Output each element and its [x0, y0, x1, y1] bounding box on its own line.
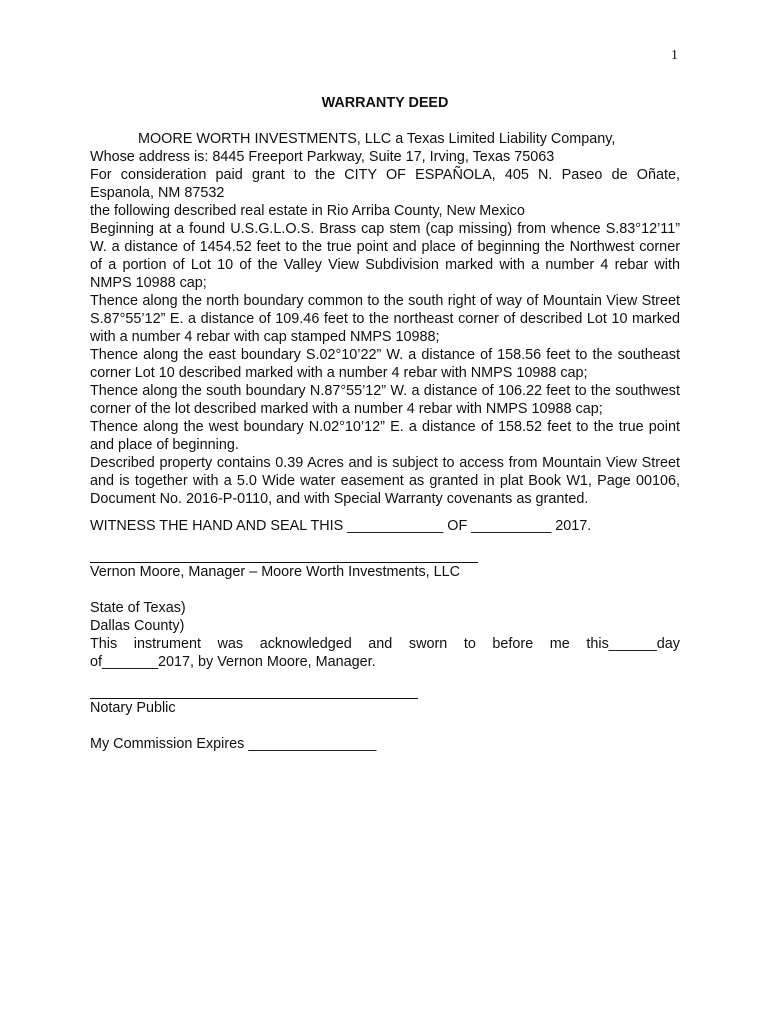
document-title: WARRANTY DEED [321, 95, 449, 111]
south-boundary-paragraph: Thence along the south boundary N.87°55’12” W. a distance of 106.22 feet to the southwest corner of the lot described marked with a number 4 rebar with NMPS 10988 cap; [90, 383, 680, 417]
notary-public-label: Notary Public [90, 700, 176, 716]
consideration-paragraph: For consideration paid grant to the CITY OF ESPAÑOLA, 405 N. Paseo de Oñate, Espanola, NM 87532 [90, 167, 680, 201]
document-body [90, 94, 680, 753]
acknowledgment-line-1: This instrument was acknowledged and sworn to before me this______day [90, 636, 680, 652]
witness-line: WITNESS THE HAND AND SEAL THIS ____________ OF __________ 2017. [90, 518, 592, 534]
east-boundary-paragraph: Thence along the east boundary S.02°10’22” W. a distance of 158.56 feet to the southeast corner Lot 10 described marked with a number 4 rebar with NMPS 10988 cap; [90, 347, 680, 381]
notary-county: Dallas County) [90, 618, 185, 634]
beginning-paragraph: Beginning at a found U.S.G.L.O.S. Brass cap stem (cap missing) from whence S.83°12’11” W. a distance of 1454.52 feet to the true point and place of beginning the Northwest corner of a portion of Lot 10 of the Valley View Subdivision marked with a number 4 rebar with NMPS 10988 cap; [90, 221, 680, 291]
west-boundary-paragraph: Thence along the west boundary N.02°10’12” E. a distance of 158.52 feet to the true point and place of beginning. [90, 419, 680, 453]
notary-state: State of Texas) [90, 600, 186, 616]
signatory-name: Vernon Moore, Manager – Moore Worth Investments, LLC [90, 564, 461, 580]
notary-signature-line [90, 680, 418, 699]
page-number: 1 [671, 48, 678, 63]
grantor-line: MOORE WORTH INVESTMENTS, LLC a Texas Limited Liability Company, [138, 131, 616, 147]
commission-expires: My Commission Expires ________________ [90, 736, 377, 752]
address-line: Whose address is: 8445 Freeport Parkway, Suite 17, Irving, Texas 75063 [90, 149, 555, 165]
acknowledgment-line-2: of_______2017, by Vernon Moore, Manager. [90, 654, 376, 670]
signature-line [90, 544, 478, 563]
property-contains-paragraph: Described property contains 0.39 Acres and is subject to access from Mountain View Street and is together with a 5.0 Wide water easement as granted in plat Book W1, Page 00106, Document No. 2016-P-0110, and with Special Warranty covenants as granted. [90, 455, 680, 507]
north-boundary-paragraph: Thence along the north boundary common to the south right of way of Mountain View Street S.87°55’12” E. a distance of 109.46 feet to the northeast corner of described Lot 10 marked with a number 4 rebar with cap stamped NMPS 10988; [90, 293, 680, 345]
description-intro: the following described real estate in Rio Arriba County, New Mexico [90, 203, 525, 219]
